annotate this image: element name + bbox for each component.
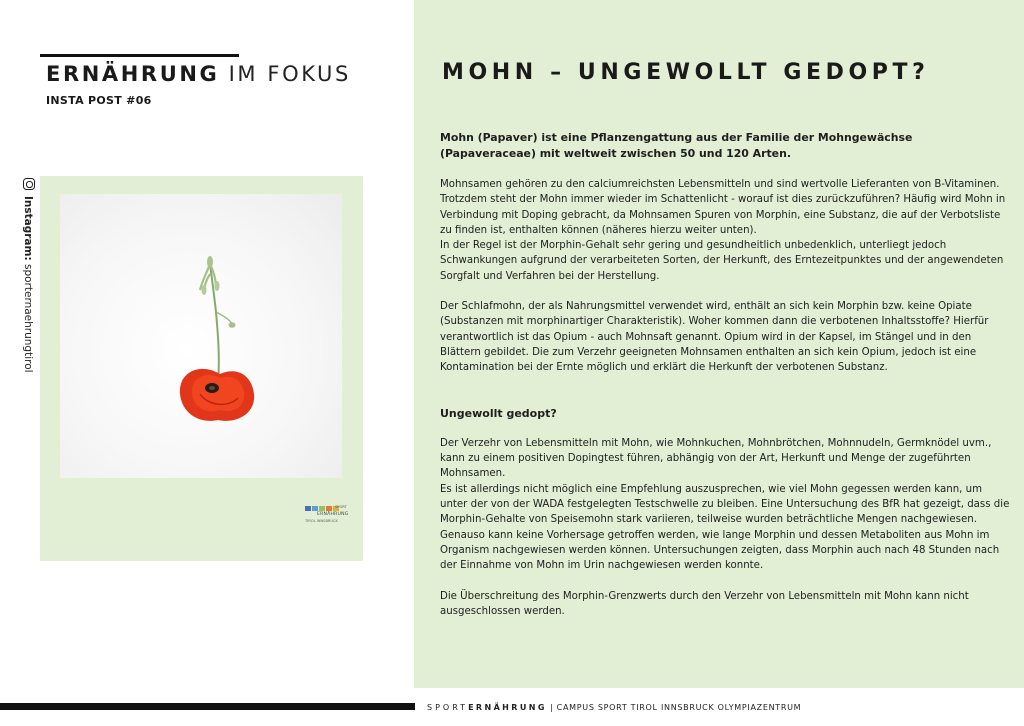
post-label: INSTA POST #06 (46, 94, 152, 107)
poppy-flower-image (60, 194, 342, 478)
footer-sport: SPORT (427, 703, 469, 712)
footer-campus: | CAMPUS SPORT TIROL INNSBRUCK OLYMPIAZENTRUM (546, 703, 802, 712)
footer-bar (0, 703, 415, 710)
logo-line-2: ERNÄHRUNG (317, 512, 349, 517)
article-paragraph: In der Regel ist der Morphin-Gehalt sehr gering und gesundheitlich unbedenklich, unterliegt jedoch Schwankungen aufgrund der verarbeiteten Sorten, der Herkunft, des Erntezeitpunktes und der angewendeten Sorgfalt und Verfahren bei der Herstellung. (440, 240, 1004, 282)
page-title: MOHN – UNGEWOLLT GEDOPT? (442, 60, 930, 85)
article-paragraph: Die Überschreitung des Morphin-Grenzwerts durch den Verzehr von Lebensmitteln mit Mohn kann nicht ausgeschlossen werden. (440, 590, 969, 617)
footer-text (427, 703, 801, 712)
poppy-photo (60, 194, 342, 478)
article-body (440, 130, 1010, 619)
footer-ernaehrung: ERNÄHRUNG (468, 703, 547, 712)
instagram-post-card (40, 176, 363, 561)
instagram-handle-text: sporternaehrungtirol (22, 264, 34, 373)
logo-square (312, 506, 318, 511)
instagram-icon (23, 178, 35, 190)
article-paragraph: Es ist allerdings nicht möglich eine Empfehlung auszusprechen, wie viel Mohn gegessen werden kann, um unter der von der WADA festgelegten Testschwelle zu bleiben. Eine Untersuchung des BfR hat gezeigt, dass die Morphin-Gehalte von Speisemohn stark variieren, teilweise wurden beträchtliche Mengen nachgewiesen. Genauso kann keine Vorhersage getroffen werden, wie lange Morphin und dessen Metaboliten aus Mohn im Organism nachgewiesen werden können. Untersuchungen zeigten, dass Morphin auch nach 48 Stunden nach der Einnahme von Mohn im Urin nachgewiesen werden konnte. (440, 483, 1010, 572)
sport-ernaehrung-logo (305, 506, 347, 534)
article-paragraph: Der Verzehr von Lebensmitteln mit Mohn, wie Mohnkuchen, Mohnbrötchen, Mohnnudeln, Germknödel uvm., kann zu einem positiven Dopingtest führen, abhängig von der Art, Herkunft und Menge der zugeführten Mohnsamen. (440, 437, 992, 480)
logo-line-3: TIROL INNSBRUCK (305, 519, 338, 523)
brand-title (46, 62, 351, 86)
article-lead: Mohn (Papaver) ist eine Pflanzengattung aus der Familie der Mohngewächse (Papaveraceae) mit weltweit zwischen 50 und 120 Arten. (440, 131, 913, 160)
article-paragraph: Mohnsamen gehören zu den calciumreichsten Lebensmitteln und sind wertvolle Lieferanten von B-Vitaminen. Trotzdem steht der Mohn immer wieder im Schattenlicht - worauf ist dies zurückzuführen? Häufig wird Mohn in Verbindung mit Doping gebracht, da Mohnsamen Spuren von Morphin, eine Substanz, die auf der Verbotsliste zu finden ist, enthalten können (näheres hierzu weiter unten). (440, 179, 1006, 236)
logo-square (319, 506, 325, 511)
article-paragraph: Der Schlafmohn, der als Nahrungsmittel verwendet wird, enthält an sich kein Morphin bzw. keine Opiate (Substanzen mit morphinartiger Charakteristik). Woher kommen dann die verbotenen Inhaltsstoffe? Hierfür verantwortlich ist das Opium - auch Mohnsaft genannt. Opium wird in der Kapsel, im Stängel und in den Blättern gebildet. Die zum Verzehr geeigneten Mohnsamen enthalten an sich kein Opium, jedoch ist eine Kontamination bei der Ernte möglich und erklärt die Herkunft der verbotenen Substanz. (440, 301, 989, 374)
instagram-label: Instagram: (22, 196, 34, 261)
instagram-text (22, 196, 34, 373)
brand-title-bold: ERNÄHRUNG (46, 62, 220, 86)
instagram-handle[interactable] (20, 178, 38, 388)
logo-line-1: SPORT (335, 505, 347, 509)
article-subheading: Ungewollt gedopt? (440, 406, 557, 420)
article-panel (414, 0, 1024, 688)
brand-title-light: IM FOKUS (228, 62, 351, 86)
header-rule (40, 54, 239, 57)
logo-square (305, 506, 311, 511)
logo-square (326, 506, 332, 511)
